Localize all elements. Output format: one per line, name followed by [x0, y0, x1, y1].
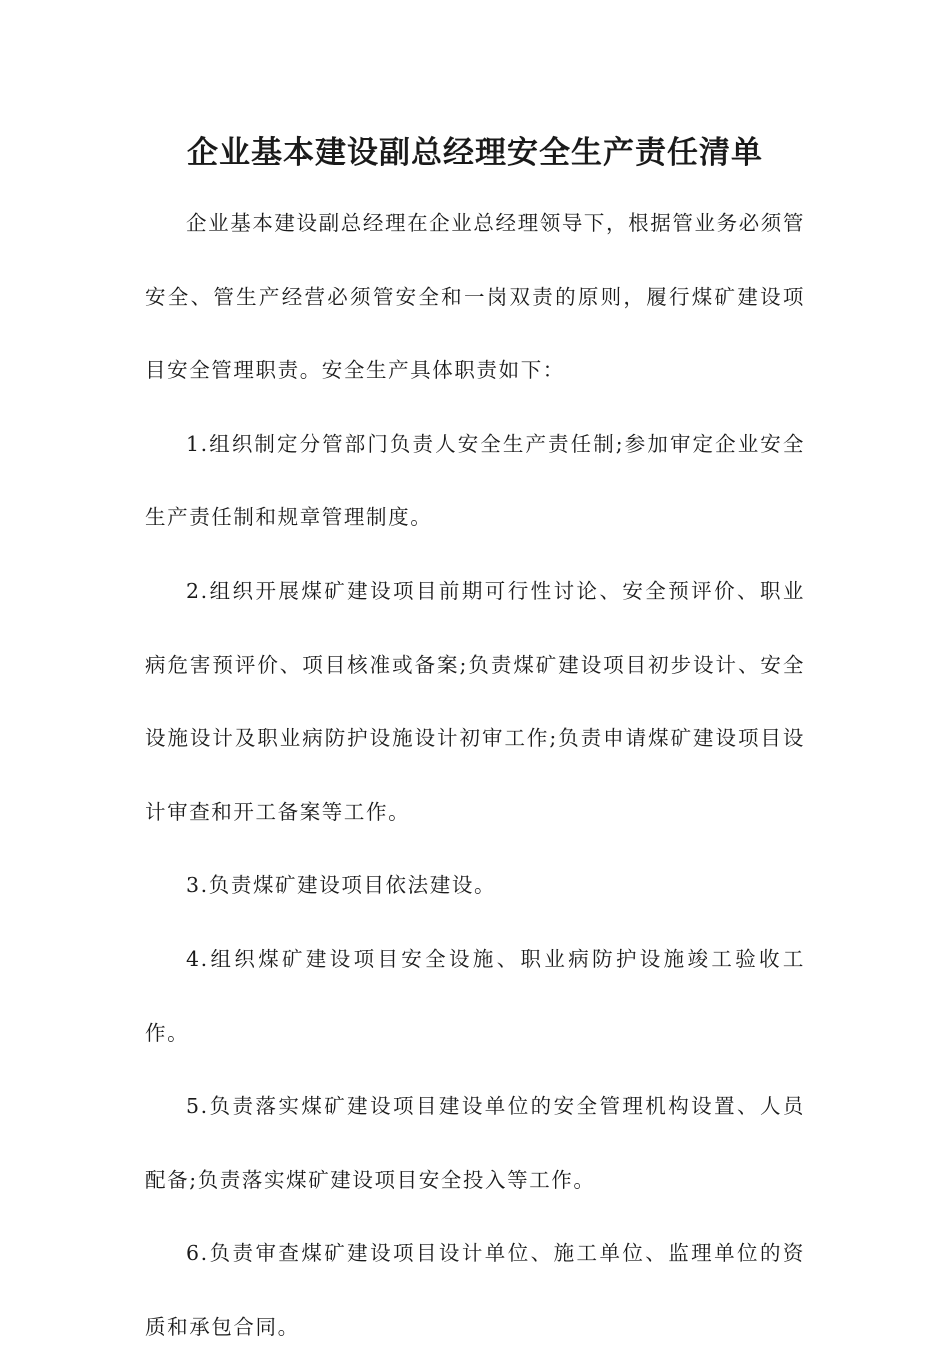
document-body	[145, 187, 805, 1365]
paragraph-item-4: 4.组织煤矿建设项目安全设施、职业病防护设施竣工验收工作。	[145, 946, 805, 1045]
paragraph-item-3: 3.负责煤矿建设项目依法建设。	[186, 873, 497, 898]
paragraph-intro: 企业基本建设副总经理在企业总经理领导下，根据管业务必须管安全、管生产经营必须管安全和一岗双责的原则，履行煤矿建设项目安全管理职责。安全生产具体职责如下：	[145, 211, 805, 383]
paragraph-item-6: 6.负责审查煤矿建设项目设计单位、施工单位、监理单位的资质和承包合同。	[145, 1241, 805, 1339]
paragraph-item-2: 2.组织开展煤矿建设项目前期可行性讨论、安全预评价、职业病危害预评价、项目核准或备案;负责煤矿建设项目初步设计、安全设施设计及职业病防护设施设计初审工作;负责申请煤矿建设项目设计审查和开工备案等工作。	[145, 578, 805, 824]
paragraph-item-5: 5.负责落实煤矿建设项目建设单位的安全管理机构设置、人员配备;负责落实煤矿建设项目安全投入等工作。	[145, 1094, 805, 1192]
document-title: 企业基本建设副总经理安全生产责任清单	[187, 135, 763, 171]
paragraph-item-1: 1.组织制定分管部门负责人安全生产责任制;参加审定企业安全生产责任制和规章管理制度。	[145, 431, 805, 530]
